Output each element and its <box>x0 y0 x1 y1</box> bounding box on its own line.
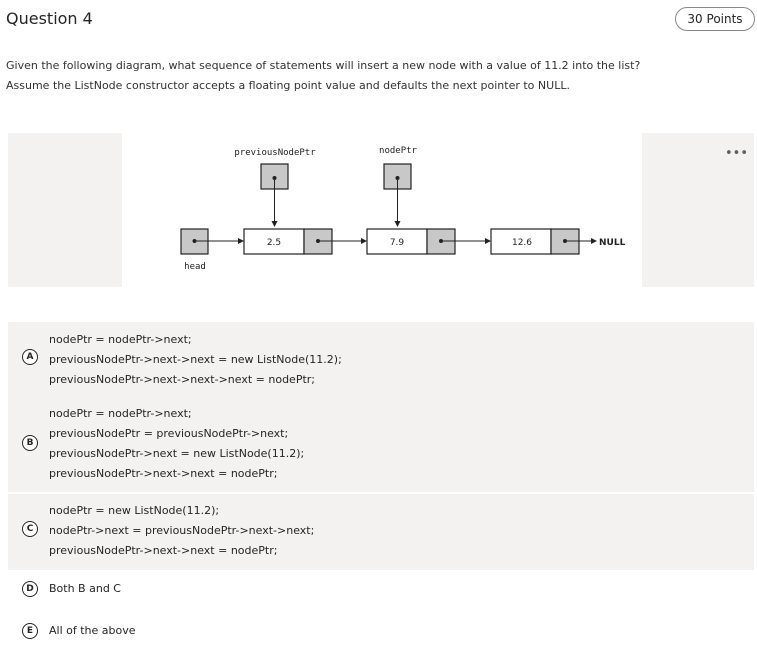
option-b-line: nodePtr = nodePtr->next; <box>49 407 192 420</box>
option-a-text <box>49 330 342 390</box>
option-a[interactable] <box>8 322 754 398</box>
prompt-line-2: Assume the ListNode constructor accepts a floating point value and defaults the next pointer to NULL. <box>6 79 570 92</box>
label-previous-node-ptr: previousNodePtr <box>234 148 316 158</box>
option-e-line: All of the above <box>49 624 136 637</box>
prompt-line-1: Given the following diagram, what sequence of statements will insert a new node with a value of 11.2 into the list? <box>6 59 641 72</box>
option-b-radio[interactable]: B <box>22 435 38 451</box>
option-b-line: previousNodePtr->next = new ListNode(11.2); <box>49 447 305 460</box>
option-a-line: previousNodePtr->next->next->next = nodePtr; <box>49 373 316 386</box>
option-d-radio[interactable]: D <box>22 581 38 597</box>
linked-list-diagram <box>122 133 642 287</box>
option-e[interactable] <box>8 616 754 646</box>
option-c-line: previousNodePtr->next->next = nodePtr; <box>49 544 278 557</box>
option-d-line: Both B and C <box>49 582 121 595</box>
option-b-line: previousNodePtr->next->next = nodePtr; <box>49 467 278 480</box>
option-e-text <box>49 621 136 641</box>
option-d-text <box>49 579 121 599</box>
label-head: head <box>184 262 206 272</box>
option-c-radio[interactable]: C <box>22 521 38 537</box>
node-2-value: 7.9 <box>389 238 405 248</box>
question-prompt <box>6 56 746 96</box>
node-1-value: 2.5 <box>266 238 282 248</box>
option-a-radio[interactable]: A <box>22 349 38 365</box>
option-c[interactable] <box>8 494 754 570</box>
option-d[interactable] <box>8 574 754 604</box>
option-b-line: previousNodePtr = previousNodePtr->next; <box>49 427 289 440</box>
option-c-line: nodePtr->next = previousNodePtr->next->next; <box>49 524 315 537</box>
question-title: Question 4 <box>6 9 93 28</box>
more-options-icon[interactable]: ••• <box>725 146 749 161</box>
label-node-ptr: nodePtr <box>379 146 417 156</box>
node-3-value: 12.6 <box>511 238 533 248</box>
option-a-line: nodePtr = nodePtr->next; <box>49 333 192 346</box>
image-background-left <box>8 133 122 287</box>
option-a-line: previousNodePtr->next->next = new ListNode(11.2); <box>49 353 342 366</box>
points-badge: 30 Points <box>675 7 755 31</box>
option-c-text <box>49 501 314 561</box>
option-b[interactable] <box>8 398 754 492</box>
null-label: NULL <box>599 238 626 248</box>
option-c-line: nodePtr = new ListNode(11.2); <box>49 504 220 517</box>
option-b-text <box>49 404 304 484</box>
option-e-radio[interactable]: E <box>22 623 38 639</box>
